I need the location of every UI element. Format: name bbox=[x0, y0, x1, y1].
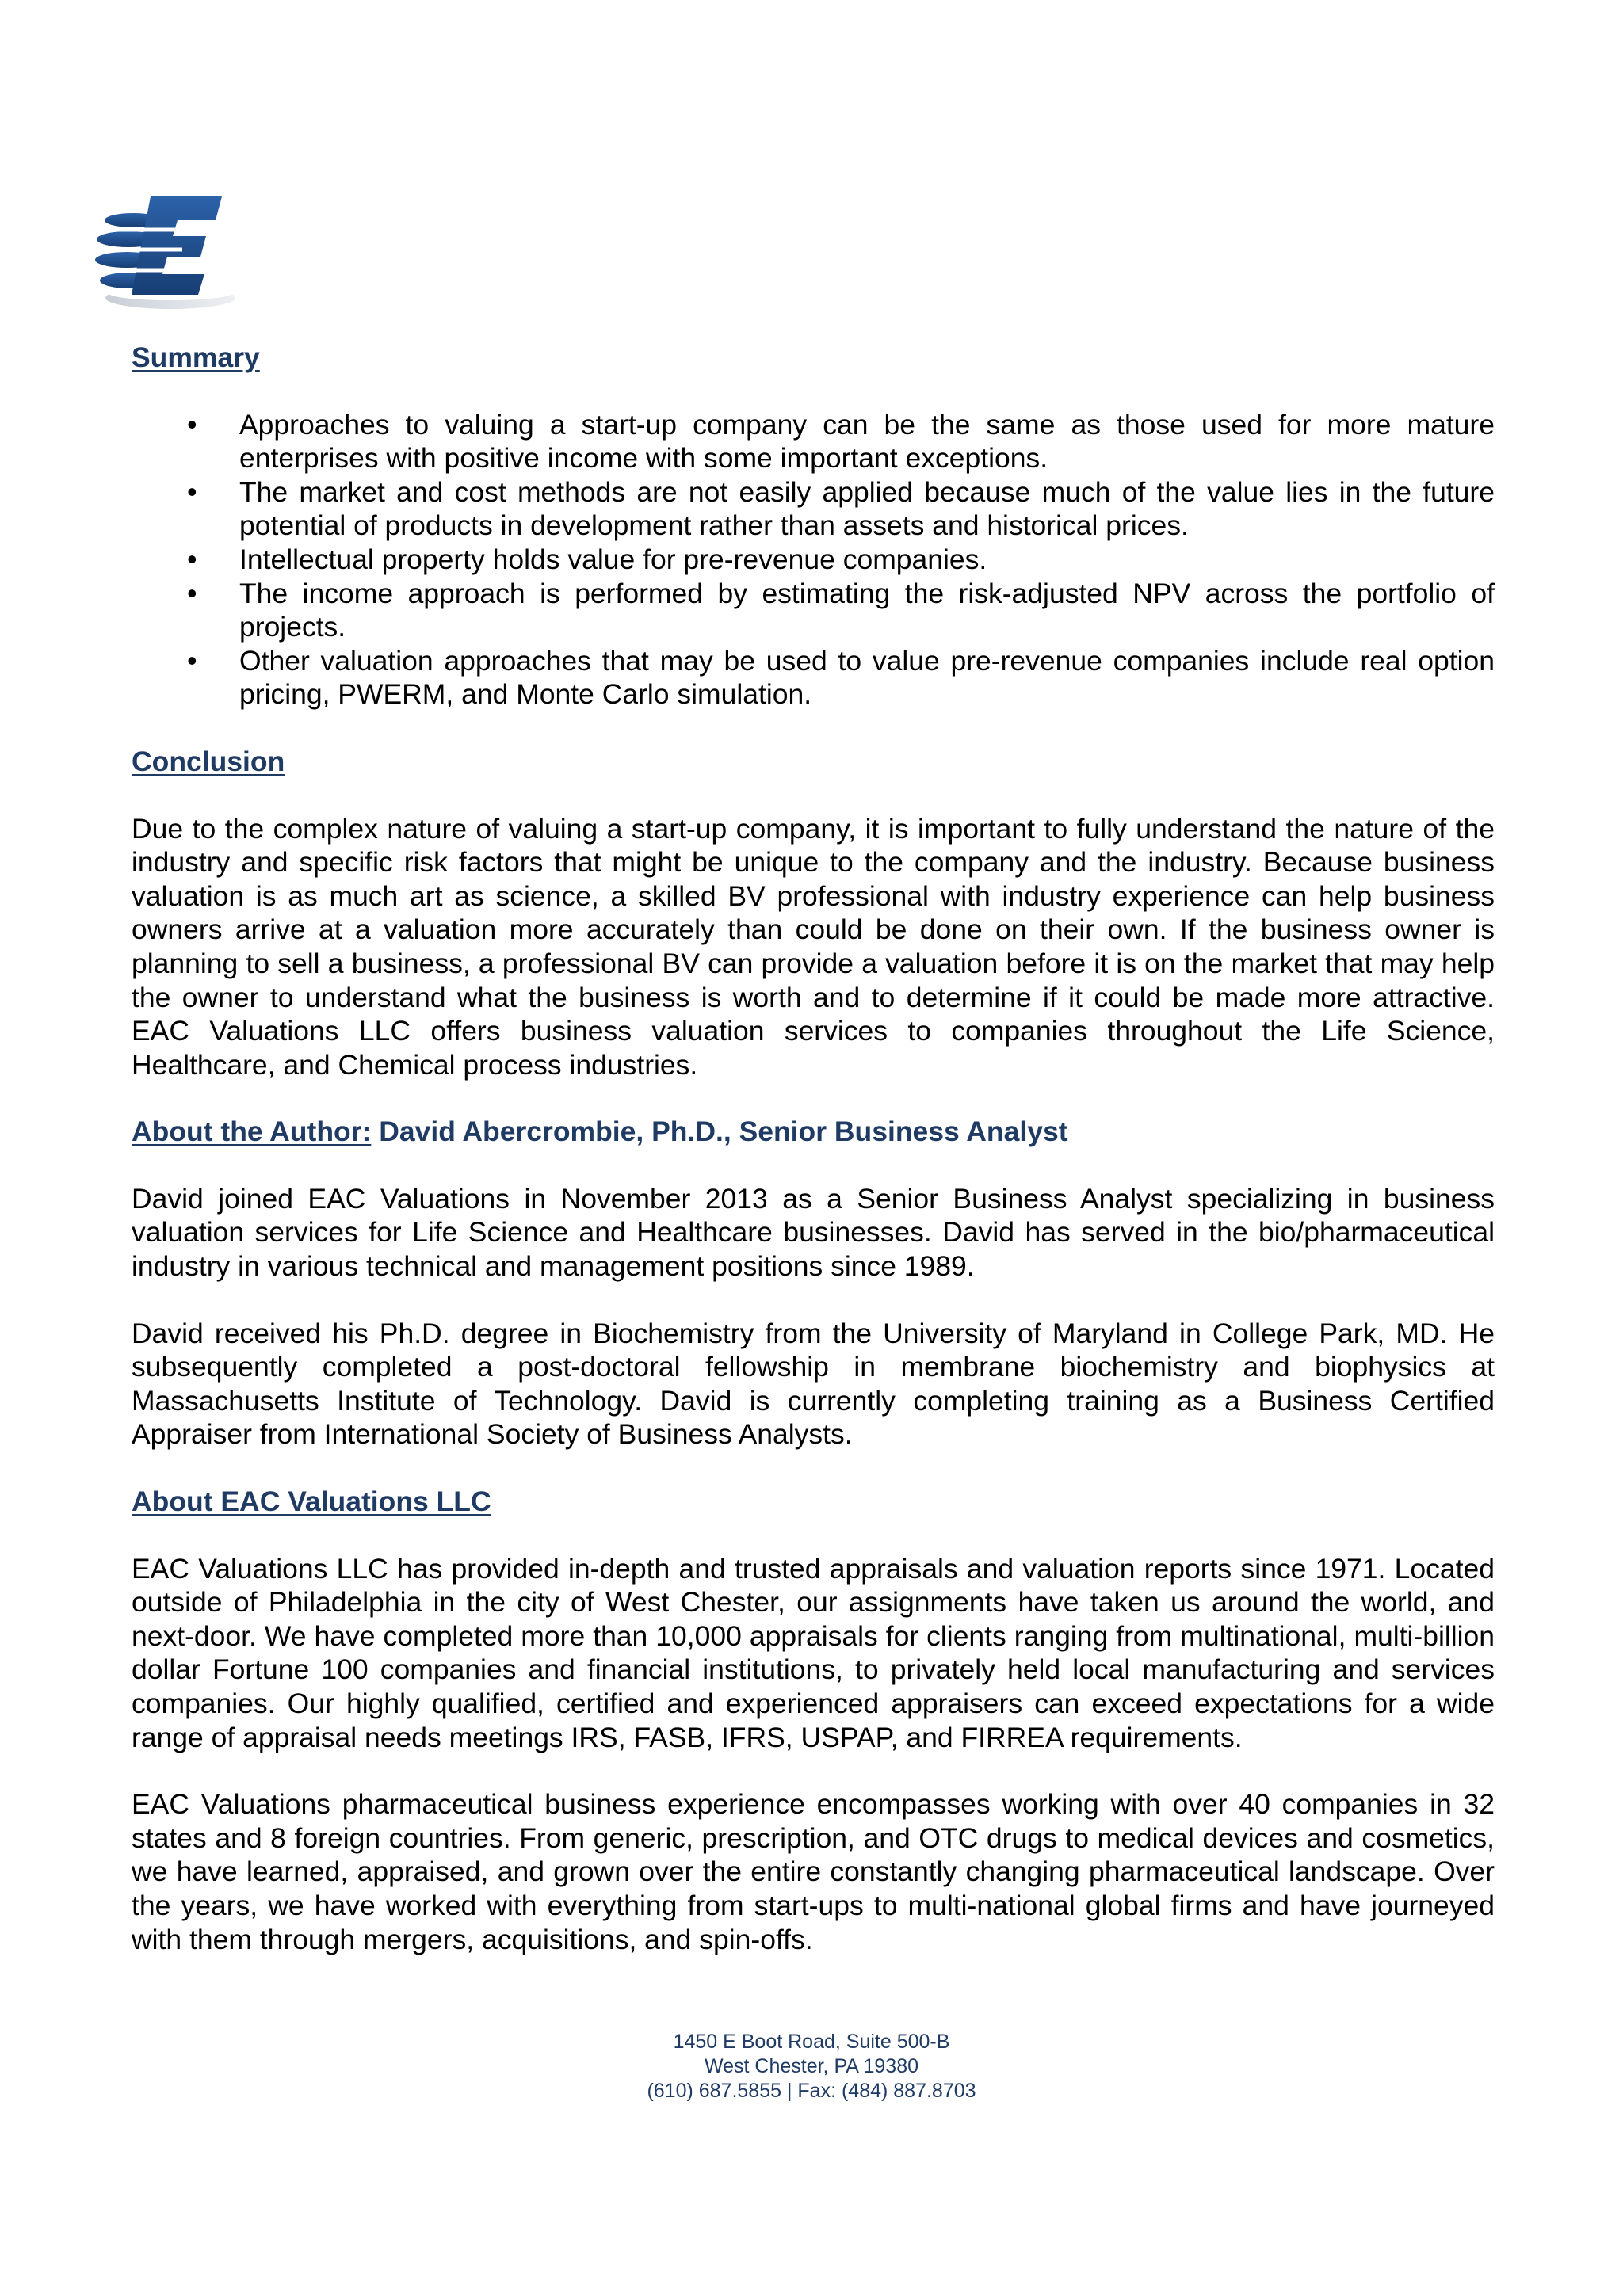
about-eac-heading bbox=[132, 1485, 1495, 1519]
footer-address bbox=[0, 2030, 1623, 2103]
author-heading-name: David Abercrombie, Ph.D., Senior Business Analyst bbox=[379, 1116, 1068, 1148]
summary-bullet: • Intellectual property holds value for pre-revenue companies. bbox=[132, 543, 1495, 577]
about-eac-paragraph: EAC Valuations LLC has provided in-depth and trusted appraisals and valuation reports since 1971. Located outside of Philadelphia in the city of West Chester, our assignments have taken us around the world, and next-door. We have completed more than 10,000 appraisals for clients ranging from multinational, multi-billion dollar Fortune 100 companies and financial institutions, to privately held local manufacturing and services companies. Our highly qualified, certified and experienced appraisers can exceed expectations for a wide range of appraisal needs meetings IRS, FASB, IFRS, USPAP, and FIRREA requirements. bbox=[132, 1552, 1495, 1753]
author-paragraph: David received his Ph.D. degree in Biochemistry from the University of Maryland in College Park, MD. He subsequently completed a post-doctoral fellowship in membrane biochemistry and biophysics at Massachusetts Institute of Technology. David is currently completing training as a Business Certified Appraiser from International Society of Business Analysts. bbox=[132, 1317, 1495, 1451]
summary-bullet: • The income approach is performed by estimating the risk-adjusted NPV across the portfolio of projects. bbox=[132, 577, 1495, 644]
summary-bullet: • The market and cost methods are not easily applied because much of the value lies in the future potential of products in development rather than assets and historical prices. bbox=[132, 475, 1495, 543]
document-body bbox=[132, 341, 1495, 1956]
footer-address-line1: 1450 E Boot Road, Suite 500-B bbox=[673, 2031, 950, 2053]
about-eac-paragraph: EAC Valuations pharmaceutical business experience encompasses working with over 40 companies in 32 states and 8 foreign countries. From generic, prescription, and OTC drugs to medical devices and cosmetics, we have learned, appraised, and grown over the entire constantly changing pharmaceutical landscape. Over the years, we have worked with everything from start-ups to multi-national global firms and have journeyed with them through mergers, acquisitions, and spin-offs. bbox=[132, 1788, 1495, 1955]
summary-heading bbox=[132, 341, 1495, 375]
summary-heading-text: Summary bbox=[132, 341, 260, 373]
author-heading bbox=[132, 1115, 1495, 1149]
summary-bullet: • Approaches to valuing a start-up company can be the same as those used for more mature enterprises with positive income with some important exceptions. bbox=[132, 408, 1495, 475]
footer-address-line2: West Chester, PA 19380 bbox=[704, 2055, 919, 2077]
author-paragraph: David joined EAC Valuations in November 2013 as a Senior Business Analyst specializing in business valuation services for Life Science and Healthcare businesses. David has served in the bio/pharmaceutical industry in various technical and management positions since 1989. bbox=[132, 1182, 1495, 1283]
eac-e-logo-icon bbox=[95, 189, 246, 315]
footer-contact: (610) 687.5855 | Fax: (484) 887.8703 bbox=[647, 2080, 976, 2102]
about-eac-heading-text: About EAC Valuations LLC bbox=[132, 1486, 491, 1518]
summary-bullet: • Other valuation approaches that may be used to value pre-revenue companies include real option pricing, PWERM, and Monte Carlo simulation. bbox=[132, 644, 1495, 711]
conclusion-heading bbox=[132, 745, 1495, 779]
author-heading-label: About the Author: bbox=[132, 1116, 372, 1148]
conclusion-paragraph: Due to the complex nature of valuing a start-up company, it is important to fully understand the nature of the industry and specific risk factors that might be unique to the company and the industry. Because business valuation is as much art as science, a skilled BV professional with industry experience can help business owners arrive at a valuation more accurately than could be done on their own. If the business owner is planning to sell a business, a professional BV can provide a valuation before it is on the market that may help the owner to understand what the business is worth and to determine if it could be made more attractive. EAC Valuations LLC offers business valuation services to companies throughout the Life Science, Healthcare, and Chemical process industries. bbox=[132, 812, 1495, 1081]
conclusion-heading-text: Conclusion bbox=[132, 745, 285, 777]
summary-bullet-list bbox=[132, 408, 1495, 711]
